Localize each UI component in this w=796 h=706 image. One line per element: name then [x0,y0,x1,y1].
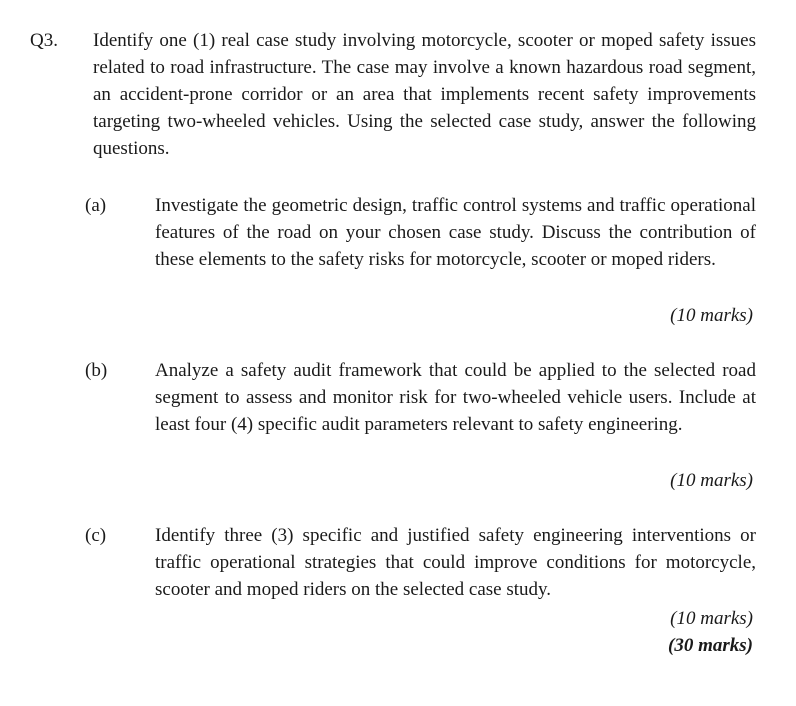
part-a-marks: (10 marks) [670,305,753,326]
question-text: Identify one (1) real case study involving motorcycle, scooter or moped safety issues related to road infrastructure. The case may involve a known hazardous road segment, an accident-prone corridor or an area that implements recent safety improvements targeting two-wheeled vehicles. Using the selected case study, answer the following questions. [93,30,756,159]
total-marks: (30 marks) [668,635,753,656]
part-text: Analyze a safety audit framework that could be applied to the selected road segment to assess and monitor risk for two-wheeled vehicle users. Include at least four (4) specific audit parameters relevant to safety engineering. [155,360,756,435]
part-label: (a) [85,195,107,216]
part-label: (b) [85,360,108,381]
part-label: (c) [85,525,107,546]
part-text: Investigate the geometric design, traffic control systems and traffic operational features of the road on your chosen case study. Discuss the contribution of these elements to the safety risks for motorcycle, scooter or moped riders. [155,195,756,270]
part-c-marks: (10 marks) [670,608,753,629]
part-b-marks: (10 marks) [670,470,753,491]
part-text: Identify three (3) specific and justified safety engineering interventions or traffic operational strategies that could improve conditions for motorcycle, scooter and moped riders on the selected case study. [155,525,756,600]
question-number: Q3. [30,30,58,51]
